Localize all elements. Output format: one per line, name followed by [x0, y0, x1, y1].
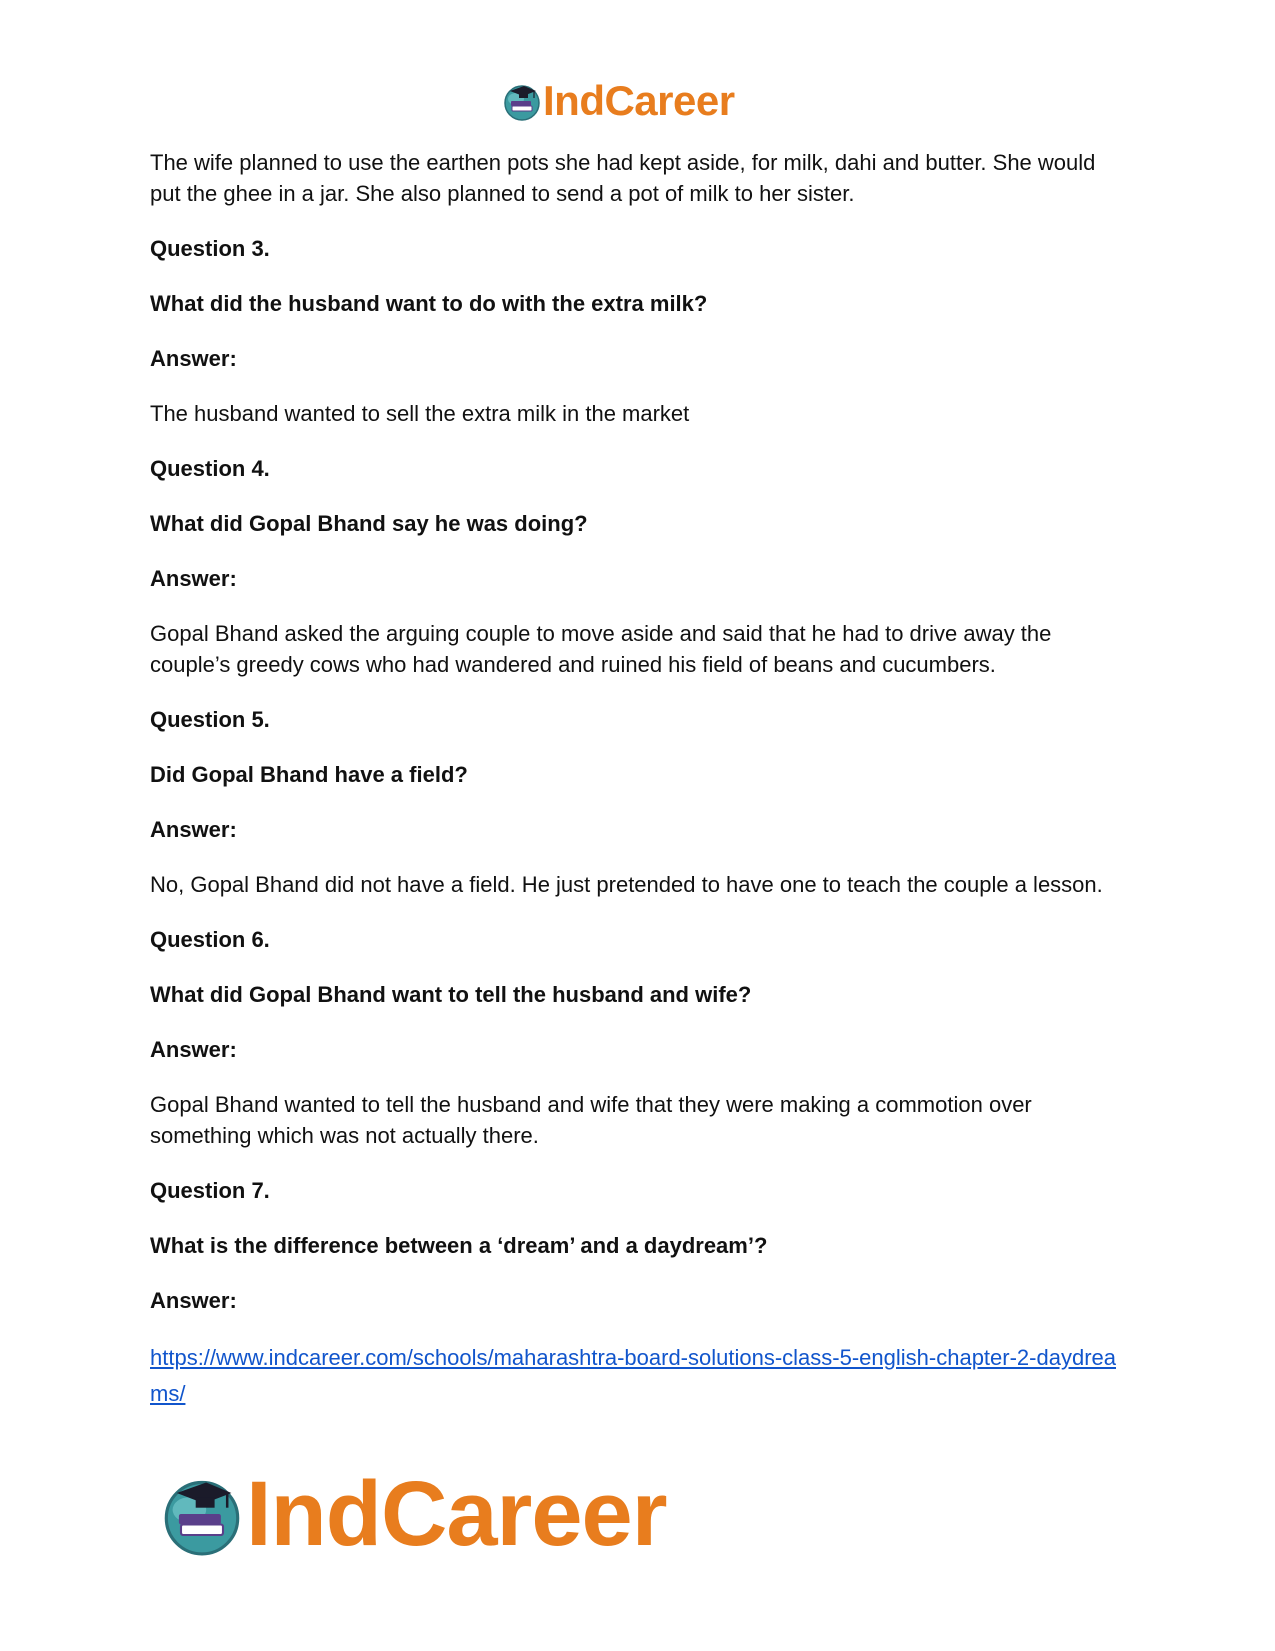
question-label: Question 6. [150, 927, 270, 952]
question-label: Question 5. [150, 707, 270, 732]
graduation-cap-book-globe-icon [502, 81, 542, 121]
graduation-cap-book-globe-icon [160, 1472, 244, 1556]
answer-label: Answer: [150, 566, 237, 591]
qa-block-3 [150, 233, 1130, 429]
qa-block-4 [150, 453, 1130, 680]
answer-label: Answer: [150, 1037, 237, 1062]
answer-text: Gopal Bhand wanted to tell the husband and wife that they were making a commotion over something which was not actually there. [150, 1092, 1032, 1148]
answer-text: Gopal Bhand asked the arguing couple to move aside and said that he had to drive away the couple’s greedy cows who had wandered and ruined his field of beans and cucumbers. [150, 621, 1052, 677]
question-label: Question 3. [150, 236, 270, 261]
answer-text: No, Gopal Bhand did not have a field. He just pretended to have one to teach the couple a lesson. [150, 872, 1103, 897]
qa-block-7 [150, 1175, 1130, 1316]
footer-link[interactable]: https://www.indcareer.com/schools/maharashtra-board-solutions-class-5-english-chapter-2-daydreams/ [150, 1345, 1116, 1406]
brand-name: IndCareer [246, 1463, 667, 1565]
question-text: What did Gopal Bhand want to tell the husband and wife? [150, 982, 752, 1007]
brand-name: IndCareer [543, 77, 735, 124]
answer-label: Answer: [150, 1288, 237, 1313]
intro-answer: The wife planned to use the earthen pots she had kept aside, for milk, dahi and butter. She would put the ghee in a jar. She also planned to send a pot of milk to her sister. [150, 150, 1096, 206]
footer-logo [160, 1463, 667, 1565]
question-label: Question 7. [150, 1178, 270, 1203]
question-text: What did Gopal Bhand say he was doing? [150, 511, 588, 536]
header-logo [502, 77, 735, 124]
question-text: What did the husband want to do with the extra milk? [150, 291, 708, 316]
qa-block-5 [150, 704, 1130, 900]
question-label: Question 4. [150, 456, 270, 481]
answer-label: Answer: [150, 817, 237, 842]
question-text: Did Gopal Bhand have a field? [150, 762, 468, 787]
answer-text: The husband wanted to sell the extra milk in the market [150, 401, 690, 426]
qa-block-6 [150, 924, 1130, 1151]
question-text: What is the difference between a ‘dream’ and a daydream’? [150, 1233, 768, 1258]
answer-label: Answer: [150, 346, 237, 371]
document-body [150, 147, 1130, 1412]
